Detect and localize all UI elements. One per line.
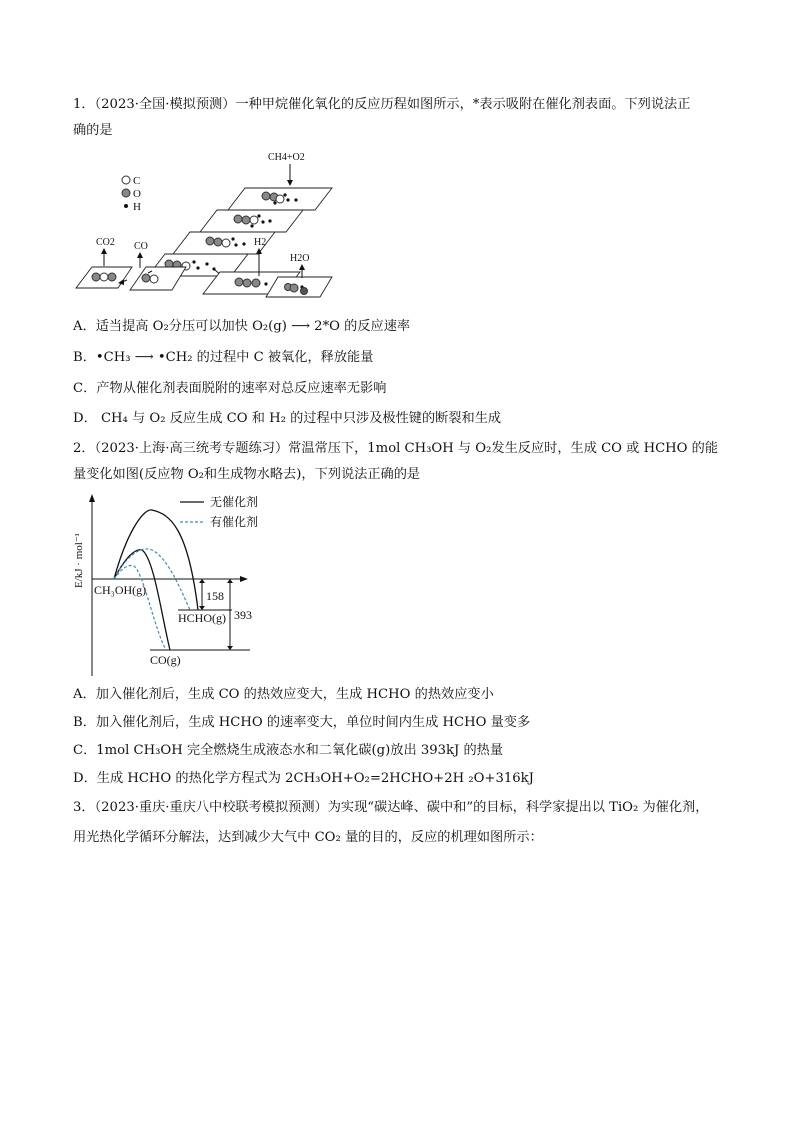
q1-option-a: A．适当提高 O₂分压可以加快 O₂(g) ⟶ 2*O 的反应速率: [73, 319, 411, 334]
q3-stem-line2: 用光热化学循环分解法，达到减少大气中 CO₂ 量的目的，反应的机理如图所示：: [73, 830, 543, 845]
q2-stem-line2: 量变化如图(反应物 O₂和生成物水略去)，下列说法正确的是: [73, 467, 421, 482]
q2-option-b: B．加入催化剂后，生成 HCHO 的速率变大，单位时间内生成 HCHO 量变多: [73, 715, 531, 730]
value-158: 158: [206, 589, 224, 603]
catalyst-plate-1: [228, 188, 332, 210]
curve-cat-co: [114, 566, 166, 650]
q1-stem-line2: 确的是: [73, 123, 113, 138]
legend-with-catalyst: 有催化剂: [210, 515, 259, 529]
q1-option-c: C．产物从催化剂表面脱附的速率对总反应速率无影响: [73, 381, 387, 396]
q2-option-d: D．生成 HCHO 的热化学方程式为 2CH₃OH+O₂=2HCHO+2H ₂O+316kJ: [73, 771, 534, 786]
label-co: CO: [134, 241, 148, 252]
y-axis-label: E/kJ · mol⁻¹: [73, 533, 85, 588]
label-co-g: CO(g): [150, 653, 181, 667]
catalyst-plate-6: [266, 277, 332, 297]
catalyst-plate-8: [130, 267, 186, 290]
q2-stem-line1: 2．（2023·上海·高三统考专题练习）常温常压下，1mol CH₃OH 与 O₂发生反应时，生成 CO 或 HCHO 的能: [73, 441, 719, 456]
label-ch3oh: CH₃OH(g): [94, 583, 147, 597]
legend-c-label: C: [133, 175, 141, 187]
q1-reaction-pathway-figure: [70, 148, 335, 310]
q2-energy-diagram: [70, 488, 270, 678]
legend-h-dot: [124, 204, 128, 208]
legend-o-label: O: [133, 188, 141, 200]
q3-stem-line1: 3．（2023·重庆·重庆八中校联考模拟预测）为实现“碳达峰、碳中和”的目标，科学家提出以 TiO₂ 为催化剂，: [73, 800, 709, 815]
value-393: 393: [234, 608, 252, 622]
label-ch4o2: CH4+O2: [268, 152, 305, 163]
q1-option-b: B．•CH₃ ⟶ •CH₂ 的过程中 C 被氧化，释放能量: [73, 350, 374, 365]
legend-c-circle: [122, 176, 130, 184]
q1-stem-line1: 1．（2023·全国·模拟预测）一种甲烷催化氧化的反应历程如图所示，*表示吸附在催化剂表面。下列说法正: [73, 97, 691, 112]
label-co2: CO2: [96, 237, 115, 248]
label-h2o: H2O: [290, 253, 310, 264]
label-hcho: HCHO(g): [178, 611, 226, 625]
q1-option-d: D． CH₄ 与 O₂ 反应生成 CO 和 H₂ 的过程中只涉及极性键的断裂和生成: [73, 411, 502, 426]
legend-o-circle: [122, 189, 130, 197]
catalyst-plate-2: [200, 210, 303, 232]
legend-no-catalyst: 无催化剂: [210, 495, 259, 509]
q2-option-c: C．1mol CH₃OH 完全燃烧生成液态水和二氧化碳(g)放出 393kJ 的热量: [73, 743, 504, 758]
label-h2: H2: [254, 237, 267, 248]
q2-option-a: A．加入催化剂后，生成 CO 的热效应变大，生成 HCHO 的热效应变小: [73, 687, 494, 702]
legend-h-label: H: [133, 201, 141, 213]
